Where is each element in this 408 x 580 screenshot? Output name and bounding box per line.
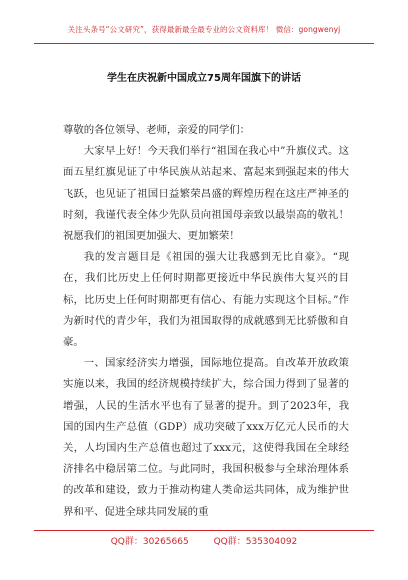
paragraph-3: 一、国家经济实力增强，国际地位提高。自改革开放政策实施以来，我国的经济规模持续扩大，综合国力得到了显著的增强，人民的生活水平也有了显著的提升。到了2023年，我国的国内生产总值（GDP）成功突破了xxx万亿元人民币的大关，人均国内生产总值也超过了xxx元，这使得我国在全球经济排名中稳居第二位。与此同时，我国积极参与全球治理体系的改革和建设，致力于推动构建人类命运共同体，成为维护世界和平、促进全球共同发展的重 [63, 357, 349, 518]
footer-qq-group-1: QQ群：30265665 [110, 537, 189, 547]
footer-divider [34, 530, 374, 531]
header-divider [34, 43, 374, 44]
paragraph-1: 大家早上好！今天我们举行“祖国在我心中”升旗仪式。这面五星红旗见证了中华民族从站起来、富起来到强起来的伟大飞跃，也见证了祖国日益繁荣昌盛的辉煌历程在这庄严神圣的时刻，我谨代表全体少先队员向祖国母亲致以最崇高的敬礼！祝愿我们的祖国更加强大、更加繁荣！ [63, 145, 349, 243]
footer-contact [0, 534, 408, 547]
document-body [63, 120, 349, 523]
document-title: 学生在庆祝新中国成立75周年国旗下的讲话 [107, 73, 301, 84]
salutation: 尊敬的各位领导、老师，亲爱的同学们： [63, 124, 251, 136]
footer-qq-group-2: QQ群：535304092 [213, 537, 298, 547]
header-promo-note: 关注头条号“公文研究”，获得最新最全最专业的公文资料库！ 微信：gongwenyj [67, 25, 341, 34]
paragraph-2: 我的发言题目是《祖国的强大让我感到无比自豪》。“现在，我们比历史上任何时期都更接近中华民族伟大复兴的目标，比历史上任何时期都更有信心、有能力实现这个目标。”作为新时代的青少年，我们为祖国取得的成就感到无比骄傲和自豪。 [63, 251, 349, 349]
